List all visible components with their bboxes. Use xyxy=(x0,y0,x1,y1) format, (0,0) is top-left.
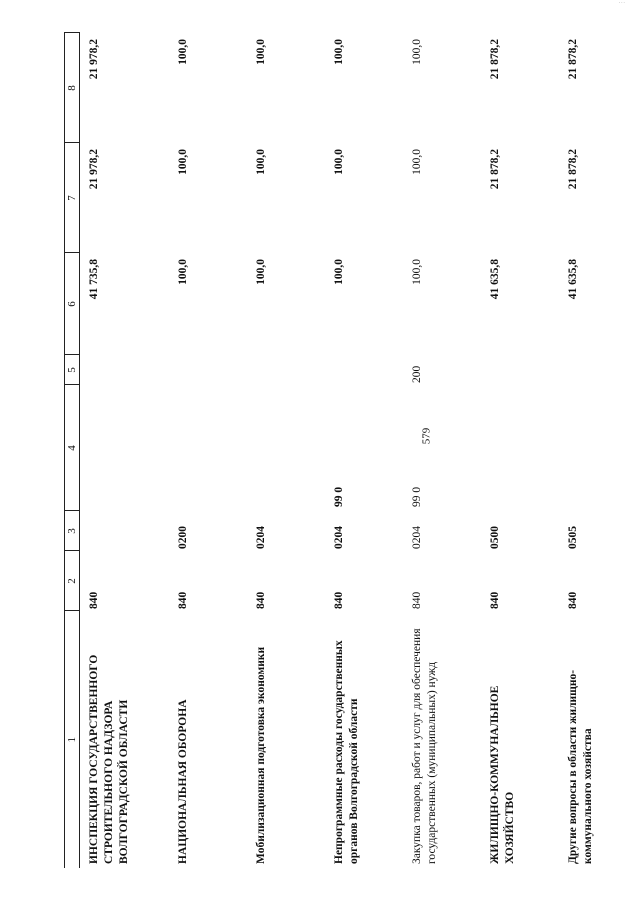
cell-expense-type xyxy=(250,355,328,385)
column-header-4: 4 xyxy=(65,385,80,511)
cell-amount-2021: 21 978,2 xyxy=(88,149,100,190)
cell-amount-2021: 100,0 xyxy=(177,149,189,175)
cell-name: НАЦИОНАЛЬНАЯ ОБОРОНА xyxy=(177,699,189,864)
cell-amount-2022: 21 878,2 xyxy=(489,39,501,80)
column-header-7: 7 xyxy=(65,143,80,253)
table-header-row xyxy=(65,33,80,868)
table-row xyxy=(250,33,328,868)
table-row xyxy=(80,33,173,868)
cell-target-code xyxy=(172,385,250,511)
cell-expense-type xyxy=(562,355,640,385)
cell-target-code xyxy=(562,385,640,511)
table-row xyxy=(406,33,484,868)
cell-amount-2021: 21 878,2 xyxy=(567,149,579,190)
cell-gov-code: 840 xyxy=(567,591,579,609)
table-row xyxy=(328,33,406,868)
cell-section-code: 0204 xyxy=(255,526,267,549)
cell-expense-type xyxy=(484,355,562,385)
cell-amount-2022: 21 878,2 xyxy=(567,39,579,80)
rotated-table-container xyxy=(64,33,630,868)
cell-amount-2022: 21 978,2 xyxy=(88,39,100,80)
cell-amount-2020: 41 635,8 xyxy=(567,259,579,300)
cell-target-code xyxy=(80,385,173,511)
cell-amount-2022: 100,0 xyxy=(333,39,345,65)
cell-amount-2020: 100,0 xyxy=(411,259,423,285)
cell-expense-type xyxy=(172,355,250,385)
cell-amount-2020: 41 635,8 xyxy=(489,259,501,300)
column-header-8: 8 xyxy=(65,33,80,143)
cell-gov-code: 840 xyxy=(333,591,345,609)
cell-name: Закупка товаров, работ и услуг для обеспечения государственных (муниципальных) нужд xyxy=(411,628,438,864)
corner-mark: ... xyxy=(619,0,626,5)
cell-amount-2022: 100,0 xyxy=(177,39,189,65)
cell-target-code: 99 0 xyxy=(333,486,345,507)
table-row xyxy=(172,33,250,868)
table-body xyxy=(80,33,640,868)
cell-name: ЖИЛИЩНО-КОММУНАЛЬНОЕ ХОЗЯЙСТВО xyxy=(489,685,516,864)
cell-section-code: 0505 xyxy=(567,526,579,549)
column-header-3: 3 xyxy=(65,511,80,551)
cell-amount-2020: 100,0 xyxy=(333,259,345,285)
cell-section-code: 0500 xyxy=(489,526,501,549)
cell-amount-2021: 100,0 xyxy=(411,149,423,175)
cell-amount-2022: 100,0 xyxy=(411,39,423,65)
page-number: 579 xyxy=(420,427,433,445)
column-header-6: 6 xyxy=(65,253,80,355)
cell-target-code: 99 0 xyxy=(411,486,423,507)
cell-expense-type: 200 xyxy=(411,365,423,383)
column-header-5: 5 xyxy=(65,355,80,385)
cell-amount-2021: 21 878,2 xyxy=(489,149,501,190)
budget-table xyxy=(64,33,640,869)
cell-section-code xyxy=(80,511,173,551)
cell-amount-2020: 100,0 xyxy=(255,259,267,285)
cell-amount-2022: 100,0 xyxy=(255,39,267,65)
cell-expense-type xyxy=(80,355,173,385)
cell-section-code: 0204 xyxy=(411,526,423,549)
cell-target-code xyxy=(484,385,562,511)
column-header-1: 1 xyxy=(65,611,80,868)
cell-target-code xyxy=(250,385,328,511)
cell-gov-code: 840 xyxy=(489,591,501,609)
cell-name: Непрограммные расходы государственных органов Волгоградской области xyxy=(333,640,360,864)
cell-section-code: 0200 xyxy=(177,526,189,549)
cell-amount-2020: 41 735,8 xyxy=(88,259,100,300)
cell-name: ИНСПЕКЦИЯ ГОСУДАРСТВЕННОГО СТРОИТЕЛЬНОГО НАДЗОРА ВОЛГОГРАДСКОЙ ОБЛАСТИ xyxy=(88,654,130,864)
cell-gov-code: 840 xyxy=(255,591,267,609)
cell-amount-2021: 100,0 xyxy=(255,149,267,175)
table-row xyxy=(562,33,640,868)
cell-amount-2021: 100,0 xyxy=(333,149,345,175)
column-header-2: 2 xyxy=(65,551,80,611)
cell-gov-code: 840 xyxy=(88,591,100,609)
cell-gov-code: 840 xyxy=(177,591,189,609)
cell-name: Мобилизационная подготовка экономики xyxy=(255,646,267,864)
cell-name: Другие вопросы в области жилищно-коммунального хозяйства xyxy=(567,669,594,864)
table-row xyxy=(484,33,562,868)
cell-amount-2020: 100,0 xyxy=(177,259,189,285)
cell-section-code: 0204 xyxy=(333,526,345,549)
cell-gov-code: 840 xyxy=(411,591,423,609)
cell-expense-type xyxy=(328,355,406,385)
